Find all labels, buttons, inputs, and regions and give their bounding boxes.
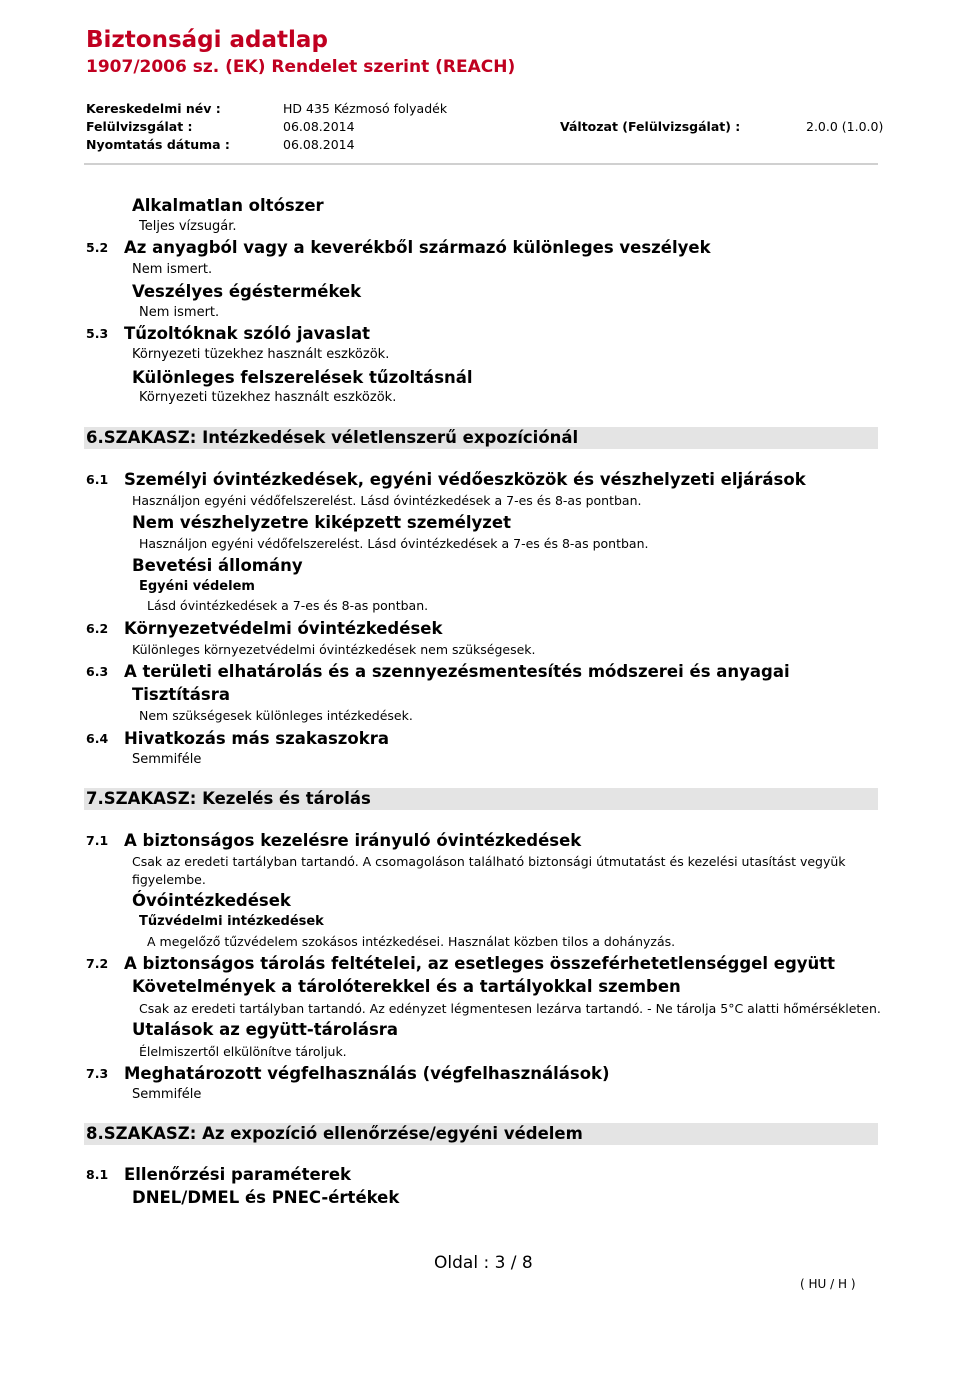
firefighter-advice-heading: Tűzoltóknak szóló javaslat xyxy=(124,324,371,343)
emergency-responders-heading: Bevetési állomány xyxy=(132,556,303,575)
section-number-6-1: 6.1 xyxy=(86,472,109,487)
page-number: Oldal : 3 / 8 xyxy=(434,1253,533,1273)
special-hazards-text: Nem ismert. xyxy=(132,262,213,277)
section-number-7-2: 7.2 xyxy=(86,956,109,971)
reference-sections-text: Semmiféle xyxy=(132,752,202,767)
firefighter-advice-text: Környezeti tüzekhez használt eszközök. xyxy=(132,347,390,362)
personal-protection-text: Lásd óvintézkedések a 7-es és 8-as pontban. xyxy=(147,598,429,613)
safe-handling-text-line2: figyelembe. xyxy=(132,872,206,887)
non-emergency-text: Használjon egyéni védőfelszerelést. Lásd óvintézkedések a 7-es és 8-as pontban. xyxy=(139,536,649,551)
environmental-precautions-text: Különleges környezetvédelmi óvintézkedések nem szükségesek. xyxy=(132,642,536,657)
document-title: Biztonsági adatlap xyxy=(86,27,328,53)
precautions-heading: Óvóintézkedések xyxy=(132,891,291,910)
reference-sections-heading: Hivatkozás más szakaszokra xyxy=(124,729,389,748)
section-number-7-3: 7.3 xyxy=(86,1066,109,1081)
section-number-6-3: 6.3 xyxy=(86,664,109,679)
combustion-products-text: Nem ismert. xyxy=(139,305,220,320)
print-date-value: 06.08.2014 xyxy=(283,137,355,152)
environmental-precautions-heading: Környezetvédelmi óvintézkedések xyxy=(124,619,443,638)
section-number-6-4: 6.4 xyxy=(86,731,109,746)
personal-precautions-text: Használjon egyéni védőfelszerelést. Lásd óvintézkedések a 7-es és 8-as pontban. xyxy=(132,493,642,508)
safe-storage-heading: A biztonságos tárolás feltételei, az esetleges összeférhetetlenséggel együtt xyxy=(124,954,836,973)
version-value: 2.0.0 (1.0.0) xyxy=(806,119,884,134)
version-label: Változat (Felülvizsgálat) : xyxy=(560,119,741,134)
personal-protection-heading: Egyéni védelem xyxy=(139,579,255,594)
section-7-header: 7.SZAKASZ: Kezelés és tárolás xyxy=(84,788,878,810)
language-code: ( HU / H ) xyxy=(800,1277,856,1291)
control-parameters-heading: Ellenőrzési paraméterek xyxy=(124,1165,351,1184)
end-use-text: Semmiféle xyxy=(132,1087,202,1102)
section-8-header: 8.SZAKASZ: Az expozíció ellenőrzése/egyéni védelem xyxy=(84,1123,878,1145)
fire-protection-text: A megelőző tűzvédelem szokásos intézkedései. Használat közben tilos a dohányzás. xyxy=(147,934,676,949)
end-use-heading: Meghatározott végfelhasználás (végfelhasználások) xyxy=(124,1064,610,1083)
section-number-5-2: 5.2 xyxy=(86,240,109,255)
trade-name-label: Kereskedelmi név : xyxy=(86,101,221,116)
section-number-5-3: 5.3 xyxy=(86,326,109,341)
fire-protection-heading: Tűzvédelmi intézkedések xyxy=(139,914,324,929)
personal-precautions-heading: Személyi óvintézkedések, egyéni védőeszközök és vészhelyzeti eljárások xyxy=(124,470,806,489)
storage-requirements-heading: Követelmények a tárolóterekkel és a tartályokkal szemben xyxy=(132,977,681,996)
containment-methods-heading: A területi elhatárolás és a szennyezésmentesítés módszerei és anyagai xyxy=(124,662,790,681)
section-6-header: 6.SZAKASZ: Intézkedések véletlenszerű expozíciónál xyxy=(84,427,878,449)
joint-storage-heading: Utalások az együtt-tárolásra xyxy=(132,1020,399,1039)
regulation-subtitle: 1907/2006 sz. (EK) Rendelet szerint (REACH) xyxy=(86,57,516,77)
unsuitable-extinguishing-heading: Alkalmatlan oltószer xyxy=(132,196,324,215)
cleaning-heading: Tisztításra xyxy=(132,685,230,704)
trade-name-value: HD 435 Kézmosó folyadék xyxy=(283,101,448,116)
revision-label: Felülvizsgálat : xyxy=(86,119,193,134)
revision-value: 06.08.2014 xyxy=(283,119,355,134)
non-emergency-heading: Nem vészhelyzetre kiképzett személyzet xyxy=(132,513,511,532)
firefighting-equipment-text: Környezeti tüzekhez használt eszközök. xyxy=(139,390,397,405)
safe-handling-text-line1: Csak az eredeti tartályban tartandó. A csomagoláson található biztonsági útmutatást és kezelési utasítást vegyük xyxy=(132,854,846,869)
header-divider xyxy=(84,163,878,165)
joint-storage-text: Élelmiszertől elkülönítve tároljuk. xyxy=(139,1044,347,1059)
section-number-8-1: 8.1 xyxy=(86,1167,109,1182)
dnel-pnec-heading: DNEL/DMEL és PNEC-értékek xyxy=(132,1188,400,1207)
section-number-7-1: 7.1 xyxy=(86,833,109,848)
section-number-6-2: 6.2 xyxy=(86,621,109,636)
special-hazards-heading: Az anyagból vagy a keverékből származó különleges veszélyek xyxy=(124,238,711,257)
firefighting-equipment-heading: Különleges felszerelések tűzoltásnál xyxy=(132,368,473,387)
safe-handling-heading: A biztonságos kezelésre irányuló óvintézkedések xyxy=(124,831,582,850)
combustion-products-heading: Veszélyes égéstermékek xyxy=(132,282,362,301)
storage-requirements-text: Csak az eredeti tartályban tartandó. Az edényzet légmentesen lezárva tartandó. - Ne tárolja 5°C alatti hőmérsékleten. xyxy=(139,1001,881,1016)
unsuitable-extinguishing-text: Teljes vízsugár. xyxy=(139,219,237,234)
cleaning-text: Nem szükségesek különleges intézkedések. xyxy=(139,708,413,723)
print-date-label: Nyomtatás dátuma : xyxy=(86,137,230,152)
